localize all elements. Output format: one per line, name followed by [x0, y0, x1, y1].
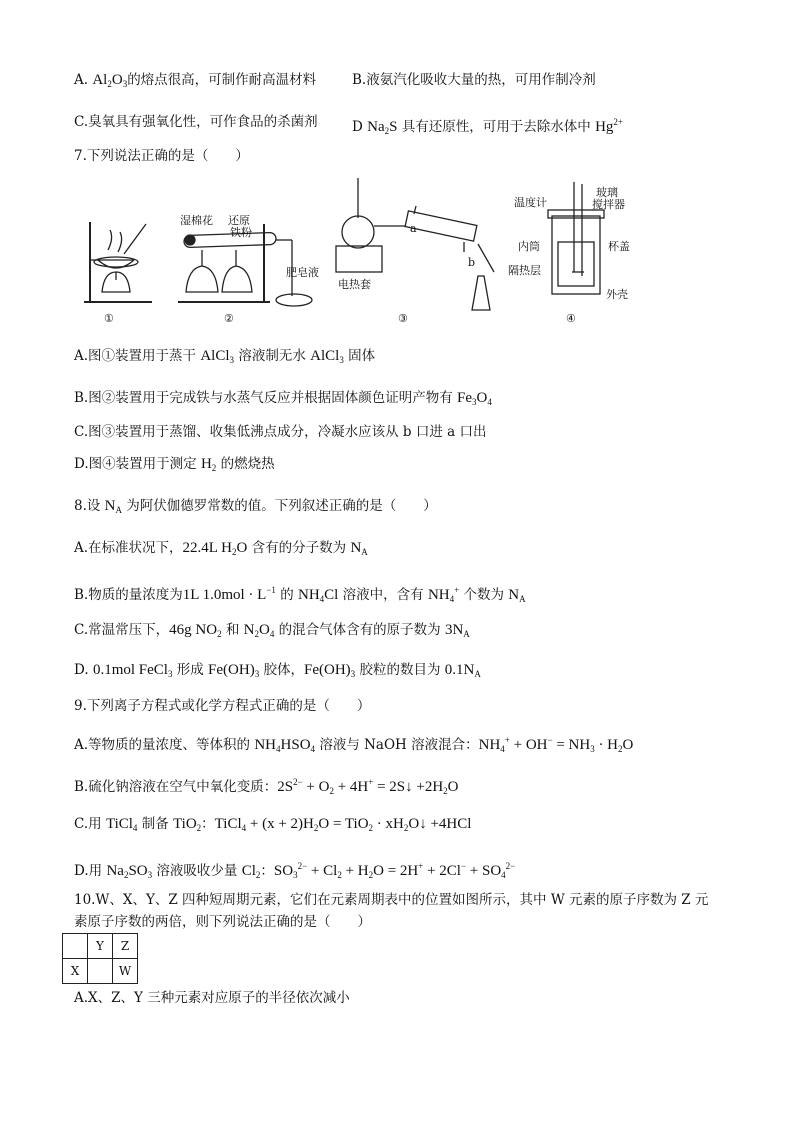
q10-stem-line-1: 10.W、X、Y、Z 四种短周期元素，它们在元素周期表中的位置如图所示，其中 W 元素的原子序数为 Z 元: [74, 892, 709, 908]
q6-option-d: D $Na_2S$ 具有还原性，可用于去除水体中 $Hg^{2+}$: [352, 117, 623, 136]
q7-option-b: B.图②装置用于完成铁与水蒸气反应并根据固体颜色证明产物有 $Fe_3O_4$: [74, 390, 492, 407]
q10-stem-line-2: 素原子序数的两倍，则下列说法正确的是（ ）: [74, 914, 371, 930]
label-inner-cylinder: 内筒: [518, 240, 540, 253]
q7-option-a: A.图①装置用于蒸干 AlCl$_3$ 溶液制无水 AlCl$_3$ 固体: [74, 348, 376, 365]
label-heating-mantle: 电热套: [338, 278, 371, 291]
q6-option-b: B.液氨汽化吸收大量的热，可用作制冷剂: [352, 72, 596, 88]
q7-option-c: C.图③装置用于蒸馏、收集低沸点成分，冷凝水应该从 b 口进 a 口出: [74, 424, 487, 440]
q9-option-a: A.等物质的量浓度、等体积的 $NH_4HSO_4$ 溶液与 NaOH 溶液混合：$NH_4^+ + OH^- = NH_3 \cdot H_2O$: [74, 735, 634, 754]
label-b: b: [468, 256, 476, 269]
q8-option-d: D. 0.1mol FeCl$_3$ 形成 $Fe(OH)_3$ 胶体，$Fe(OH)_3$ 胶粒的数目为 $0.1N_A$: [74, 662, 481, 679]
q6-option-a: A. $Al_2O_3$的熔点很高，可制作耐高温材料: [74, 72, 317, 89]
label-reduced: 还原: [228, 214, 250, 227]
table-row: [63, 934, 138, 959]
q9-stem: 9.下列离子方程式或化学方程式正确的是（ ）: [74, 698, 371, 714]
label-stirrer: 搅拌器: [592, 198, 625, 211]
label-soap-solution: 肥皂液: [286, 266, 319, 279]
figure-number-4: ④: [566, 312, 576, 325]
table-cell: [88, 959, 113, 984]
table-row: [63, 959, 138, 984]
q9-option-d: D.用 $Na_2SO_3$ 溶液吸收少量 $Cl_2$：$SO_3^{2-} + Cl_2 + H_2O = 2H^+ + 2Cl^- + SO_4^{2-}$: [74, 861, 516, 880]
label-lid: 杯盖: [608, 240, 630, 253]
q8-option-c: C.常温常压下，46g $NO_2$ 和 $N_2O_4$ 的混合气体含有的原子数为 $3N_A$: [74, 622, 470, 639]
periodic-table-fragment: [62, 933, 138, 984]
q7-stem: 7.下列说法正确的是（ ）: [74, 148, 249, 164]
q8-option-a: A.在标准状况下，22.4L $H_2O$ 含有的分子数为 $N_A$: [74, 540, 368, 557]
q6-option-c: C.臭氧具有强氧化性，可作食品的杀菌剂: [74, 114, 318, 130]
figure-number-1: ①: [104, 312, 114, 325]
label-insulation: 隔热层: [508, 264, 541, 277]
figure-1-evaporation: [84, 222, 152, 302]
q7-option-d: D.图④装置用于测定 $H_2$ 的燃烧热: [74, 456, 275, 473]
table-cell: Z: [113, 934, 138, 959]
label-iron-powder: 铁粉: [230, 226, 252, 239]
label-glass: 玻璃: [596, 186, 618, 199]
q9-option-b: B.硫化钠溶液在空气中氧化变质：$2S^{2-} + O_2 + 4H^+$ = 2S↓ $+2H_2O$: [74, 777, 459, 796]
table-cell: [63, 934, 88, 959]
q8-option-b: B.物质的量浓度为1L $1.0mol \cdot L^{-1}$ 的 $NH_4Cl$ 溶液中，含有 $NH_4^+$ 个数为 $N_A$: [74, 585, 526, 604]
q9-option-c: C.用 TiCl$_4$ 制备 TiO$_2$：TiCl$_4$ + $(x + 2)H_2O = TiO_2$ · $xH_2O↓ +4HCl$: [74, 816, 472, 833]
table-cell: W: [113, 959, 138, 984]
figure-number-3: ③: [398, 312, 408, 325]
label-outer-shell: 外壳: [606, 288, 628, 301]
table-cell: X: [63, 959, 88, 984]
figure-number-2: ②: [224, 312, 234, 325]
q10-option-a: A.X、Z、Y 三种元素对应原子的半径依次减小: [74, 990, 350, 1006]
table-cell: Y: [88, 934, 113, 959]
label-a: a: [410, 222, 417, 235]
q8-stem: 8.设 $N_A$ 为阿伏伽德罗常数的值。下列叙述正确的是（ ）: [74, 498, 437, 515]
label-wet-cotton: 湿棉花: [180, 214, 213, 227]
label-thermometer: 温度计: [514, 196, 547, 209]
q7-apparatus-figures: [74, 172, 634, 332]
